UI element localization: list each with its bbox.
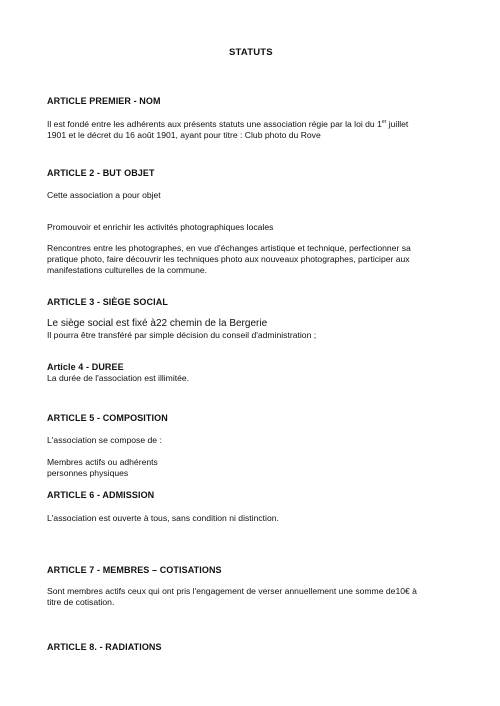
article-3-address: Le siège social est fixé à22 chemin de la Bergerie [47,318,268,329]
article-2-details [47,243,411,276]
article-4-heading: Article 4 - DUREE [47,362,124,372]
article-2-details-line-2: pratique photo, faire découvrir les techniques photo aux nouveaux photographes, participer aux [47,254,410,264]
article-2-details-line-1: Rencontres entre les photographes, en vue d'échanges artistique et technique, perfectionner sa [47,243,411,253]
article-7-line-1: Sont membres actifs ceux qui ont pris l'engagement de verser annuellement une somme de10€ à [47,586,417,596]
article-2-goal: Promouvoir et enrichir les activités photographiques locales [47,222,274,232]
article-2-intro: Cette association a pour objet [47,190,161,200]
article-6-heading: ARTICLE 6 - ADMISSION [47,490,155,500]
article-1-line-1-text: Il est fondé entre les adhérents aux présents statuts une association régie par la loi du 1 [47,119,382,129]
article-1-line-2: 1901 et le décret du 16 août 1901, ayant pour titre : Club photo du Rove [47,130,321,140]
article-2-heading: ARTICLE 2 - BUT OBJET [47,168,155,178]
ordinal-superscript: er [381,119,387,126]
article-7-body [47,586,417,608]
article-8-heading: ARTICLE 8. - RADIATIONS [47,642,162,652]
article-1-line-1-end: juillet [386,119,409,129]
article-3-body [47,318,316,341]
article-3-heading: ARTICLE 3 - SIÈGE SOCIAL [47,297,168,307]
article-1-line-1 [47,119,408,130]
article-7-line-2: titre de cotisation. [47,597,115,607]
article-5-members-line-2: personnes physiques [47,468,129,478]
article-5-heading: ARTICLE 5 - COMPOSITION [47,413,168,423]
article-5-intro: L'association se compose de : [47,435,162,445]
article-4-body: La durée de l'association est illimitée. [47,373,190,383]
article-6-body: L'association est ouverte à tous, sans condition ni distinction. [47,513,279,523]
article-1-heading: ARTICLE PREMIER - NOM [47,96,161,106]
article-5-members [47,457,158,479]
article-1-body [47,119,408,141]
article-2-details-line-3: manifestations culturelles de la commune. [47,265,208,275]
article-5-members-line-1: Membres actifs ou adhérents [47,457,158,467]
article-3-transfer: Il pourra être transféré par simple décision du conseil d'administration ; [47,330,317,340]
article-7-heading: ARTICLE 7 - MEMBRES – COTISATIONS [47,565,222,575]
page-title: STATUTS [229,47,273,58]
